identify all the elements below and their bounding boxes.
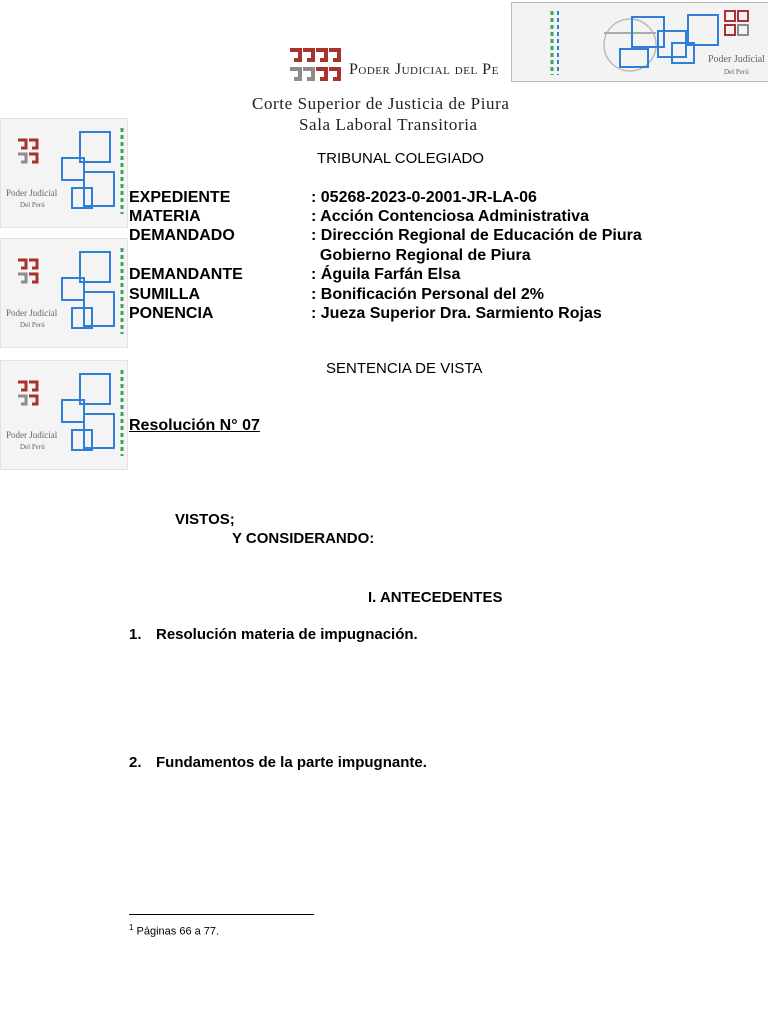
case-row-label: SUMILLA — [129, 286, 201, 303]
stamp-graphic — [0, 360, 128, 470]
list-item — [129, 754, 427, 771]
stamp-text-line1: Poder Judicial — [6, 430, 58, 440]
footnote-separator — [129, 914, 314, 915]
list-item — [129, 626, 418, 643]
signature-stamp-left-1 — [0, 118, 128, 228]
case-row-value: : Acción Contenciosa Administrativa — [311, 208, 589, 225]
section-heading: I. ANTECEDENTES — [368, 589, 503, 606]
footnote — [129, 923, 219, 938]
stamp-text-line1: Poder Judicial — [6, 188, 58, 198]
case-row-value: : Dirección Regional de Educación de Piura — [311, 227, 642, 244]
sentence-title: SENTENCIA DE VISTA — [326, 360, 483, 377]
list-item-text: Fundamentos de la parte impugnante. — [156, 754, 427, 771]
stamp-graphic — [0, 238, 128, 348]
case-row-label: EXPEDIENTE — [129, 189, 231, 206]
signature-stamp-left-3 — [0, 360, 128, 470]
footnote-text: Páginas 66 a 77. — [136, 925, 220, 938]
logo-icon — [287, 47, 343, 89]
document-title: TRIBUNAL COLEGIADO — [317, 150, 484, 167]
stamp-text-line2: Del Perú — [20, 443, 45, 451]
case-row-label: MATERIA — [129, 208, 201, 225]
institution-name: Poder Judicial del Pe — [349, 61, 499, 78]
signature-stamp-left-2 — [0, 238, 128, 348]
chamber-name: Sala Laboral Transitoria — [299, 115, 478, 134]
resolution-number: Resolución N° 07 — [129, 417, 260, 434]
list-item-number: 2. — [129, 754, 142, 771]
stamp-graphic — [0, 118, 128, 228]
stamp-text-line2: Del Perú — [20, 321, 45, 329]
case-row-value: : Águila Farfán Elsa — [311, 266, 461, 283]
footnote-mark: 1 — [129, 923, 134, 932]
case-row-label: DEMANDANTE — [129, 266, 243, 283]
case-row-label: DEMANDADO — [129, 227, 235, 244]
court-name: Corte Superior de Justicia de Piura — [252, 94, 510, 113]
list-item-text: Resolución materia de impugnación. — [156, 626, 418, 643]
case-row-value: : 05268-2023-0-2001-JR-LA-06 — [311, 189, 537, 206]
signature-stamp-top — [511, 2, 768, 82]
case-row-value: : Jueza Superior Dra. Sarmiento Rojas — [311, 305, 602, 322]
list-item-number: 1. — [129, 626, 142, 643]
case-row-value: : Bonificación Personal del 2% — [311, 286, 544, 303]
stamp-text-line2: Del Perú — [724, 68, 749, 76]
judicial-logo — [287, 47, 343, 89]
stamp-text-line1: Poder Judicial — [6, 308, 58, 318]
stamp-text-line1: Poder Judicial — [708, 54, 765, 65]
vistos-label: VISTOS; — [175, 511, 235, 528]
case-row-label: PONENCIA — [129, 305, 214, 322]
stamp-text-line2: Del Perú — [20, 201, 45, 209]
case-row-value: Gobierno Regional de Piura — [311, 247, 531, 264]
considerando-label: Y CONSIDERANDO: — [232, 530, 375, 547]
